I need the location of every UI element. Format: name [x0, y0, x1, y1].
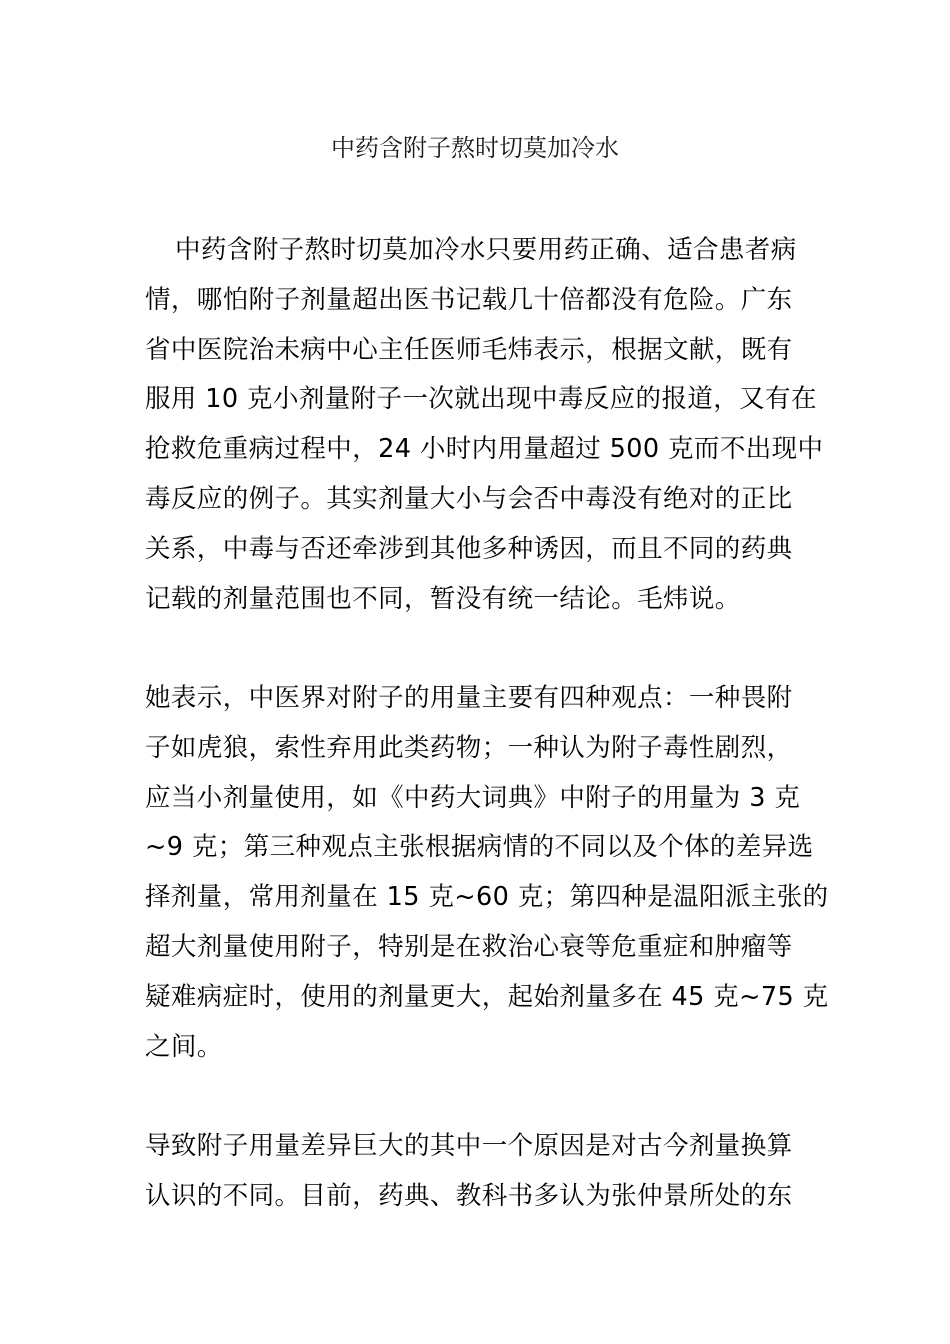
- paragraph-3: [145, 1122, 810, 1222]
- text-line: 超大剂量使用附子，特别是在救治心衰等危重症和肿瘤等: [145, 931, 793, 962]
- text-line: 导致附子用量差异巨大的其中一个原因是对古今剂量换算: [145, 1131, 793, 1161]
- text-line: 疑难病症时，使用的剂量更大，起始剂量多在 45 克~75 克: [145, 981, 829, 1012]
- text-line: ~9 克；第三种观点主张根据病情的不同以及个体的差异选: [145, 832, 814, 863]
- text-line: 记载的剂量范围也不同，暂没有统一结论。毛炜说。: [145, 583, 741, 614]
- paragraph-2: [145, 674, 829, 1072]
- text-line: 情，哪怕附子剂量超出医书记载几十倍都没有危险。广东: [145, 284, 793, 315]
- text-line: 择剂量，常用剂量在 15 克~60 克；第四种是温阳派主张的: [145, 882, 829, 913]
- text-line: 毒反应的例子。其实剂量大小与会否中毒没有绝对的正比: [145, 483, 793, 514]
- text-line: 省中医院治未病中心主任医师毛炜表示，根据文献，既有: [145, 334, 793, 365]
- text-line: 应当小剂量使用，如《中药大词典》中附子的用量为 3 克: [145, 782, 801, 813]
- text-line: 认识的不同。目前，药典、教科书多认为张仲景所处的东: [145, 1180, 793, 1211]
- text-line: 服用 10 克小剂量附子一次就出现中毒反应的报道，又有在: [145, 384, 817, 415]
- text-line: 抢救危重病过程中，24 小时内用量超过 500 克而不出现中: [145, 434, 824, 465]
- text-line: 子如虎狼，索性弃用此类药物；一种认为附子毒性剧烈，: [145, 732, 793, 763]
- text-line: 之间。: [145, 1031, 223, 1062]
- paragraph-1: [145, 226, 824, 624]
- text-line: 中药含附子熬时切莫加冷水只要用药正确、适合患者病: [175, 235, 797, 265]
- document-title: 中药含附子熬时切莫加冷水: [331, 134, 619, 162]
- text-line: 她表示，中医界对附子的用量主要有四种观点：一种畏附: [145, 683, 793, 713]
- text-line: 关系，中毒与否还牵涉到其他多种诱因，而且不同的药典: [145, 533, 793, 564]
